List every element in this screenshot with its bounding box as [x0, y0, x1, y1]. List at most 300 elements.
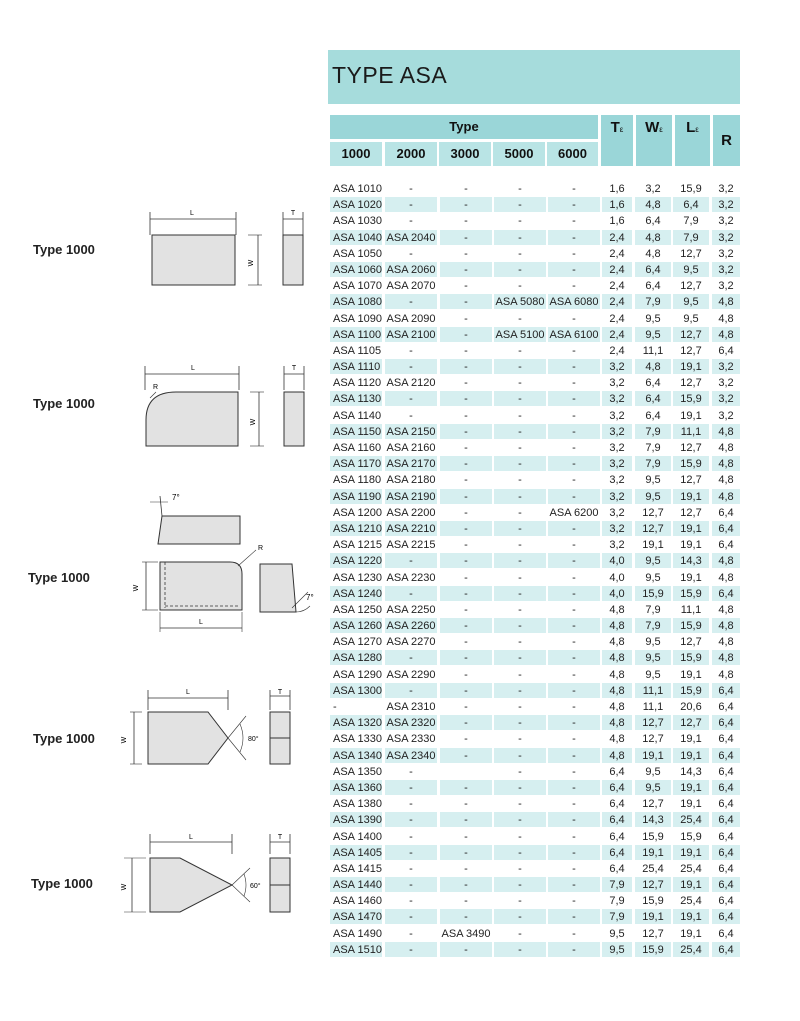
table-cell: ASA 1320	[333, 717, 382, 730]
table-cell: 7,9	[645, 458, 661, 471]
table-cell: 19,1	[680, 733, 702, 746]
table-cell: -	[518, 765, 522, 778]
table-cell: ASA 5080	[495, 296, 545, 309]
table-cell: 4,8	[718, 652, 734, 665]
table-cell: ASA 6100	[549, 328, 599, 341]
table-cell: ASA 1260	[333, 620, 382, 633]
table-cell: -	[518, 522, 522, 535]
table-cell: -	[518, 798, 522, 811]
table-row	[330, 683, 740, 699]
table-cell: -	[464, 393, 468, 406]
table-row	[330, 391, 740, 407]
table-cell: -	[464, 830, 468, 843]
table-cell: ASA 2170	[386, 458, 436, 471]
table-cell: -	[572, 409, 576, 422]
table-cell: ASA 2190	[386, 490, 436, 503]
table-cell: -	[464, 879, 468, 892]
table-cell: ASA 1090	[333, 312, 382, 325]
table-cell: 7,9	[645, 603, 661, 616]
table-cell: -	[464, 474, 468, 487]
table-cell: 4,8	[718, 425, 734, 438]
table-cell: 7,9	[683, 231, 699, 244]
table-cell: -	[409, 684, 413, 697]
dim-t-header: Tε	[601, 115, 633, 166]
drawing-3	[120, 488, 320, 638]
subtype-3000: 3000	[439, 142, 491, 166]
svg-text:7°: 7°	[172, 493, 180, 502]
table-cell: 15,9	[642, 943, 664, 956]
table-row	[330, 440, 740, 456]
table-cell: -	[464, 199, 468, 212]
table-cell: -	[518, 474, 522, 487]
table-cell: 12,7	[642, 506, 664, 519]
table-cell: ASA 2200	[386, 506, 436, 519]
table-cell: -	[464, 458, 468, 471]
table-cell: -	[572, 458, 576, 471]
table-row	[330, 570, 740, 586]
table-row	[330, 650, 740, 666]
dim-l-header: Lε	[675, 115, 710, 166]
table-cell: ASA 1210	[333, 522, 382, 535]
table-cell: -	[409, 830, 413, 843]
table-cell: 7,9	[645, 620, 661, 633]
subtype-2000: 2000	[385, 142, 437, 166]
table-cell: -	[464, 846, 468, 859]
table-cell: 7,9	[645, 442, 661, 454]
table-cell: 19,1	[642, 846, 664, 859]
drawing-label-2: Type 1000	[33, 396, 95, 411]
table-cell: -	[409, 183, 413, 195]
table-cell: 4,8	[718, 442, 734, 454]
table-cell: 3,2	[718, 393, 734, 406]
table-cell: -	[464, 425, 468, 438]
table-cell: -	[518, 911, 522, 924]
svg-text:T: T	[277, 834, 283, 841]
table-cell: -	[464, 344, 468, 357]
subtype-5000: 5000	[493, 142, 545, 166]
table-cell: -	[464, 328, 468, 341]
table-row	[330, 472, 740, 488]
table-cell: 4,8	[609, 652, 625, 665]
table-cell: -	[572, 846, 576, 859]
table-cell: 2,4	[609, 280, 625, 293]
table-cell: -	[518, 862, 522, 875]
table-cell: -	[572, 830, 576, 843]
table-cell: 7,9	[645, 425, 661, 438]
table-cell: -	[518, 361, 522, 374]
table-cell: -	[518, 539, 522, 552]
svg-text:T: T	[291, 365, 297, 372]
table-cell: -	[518, 571, 522, 584]
table-cell: ASA 1290	[333, 668, 382, 681]
drawing-2	[138, 360, 308, 455]
table-cell: ASA 1240	[333, 587, 382, 600]
table-cell: -	[409, 393, 413, 406]
table-cell: -	[464, 409, 468, 422]
table-cell: ASA 2340	[386, 749, 436, 762]
table-cell: -	[518, 312, 522, 325]
table-cell: 19,1	[642, 539, 664, 552]
table-cell: -	[572, 684, 576, 697]
table-cell: ASA 2090	[386, 312, 436, 325]
table-cell: -	[572, 652, 576, 665]
table-cell: ASA 2215	[386, 539, 436, 552]
table-row	[330, 294, 740, 310]
table-cell: 15,9	[680, 587, 702, 600]
table-cell: 11,1	[642, 684, 664, 697]
table-cell: 6,4	[718, 765, 734, 778]
table-cell: 2,4	[609, 296, 625, 309]
table-row	[330, 748, 740, 764]
table-cell: -	[572, 798, 576, 811]
table-cell: 2,4	[609, 312, 625, 325]
table-cell: -	[572, 587, 576, 600]
table-cell: ASA 1150	[333, 425, 382, 438]
table-cell: 2,4	[609, 328, 625, 341]
table-cell: -	[464, 798, 468, 811]
table-cell: -	[572, 442, 576, 454]
table-cell: -	[518, 587, 522, 600]
data-table	[330, 181, 740, 958]
table-cell: 25,4	[680, 814, 702, 827]
table-cell: 6,4	[718, 879, 734, 892]
table-cell: 6,4	[645, 409, 661, 422]
table-cell: -	[333, 701, 337, 713]
table-cell: 12,7	[680, 506, 702, 519]
table-cell: ASA 1170	[333, 458, 382, 471]
table-cell: -	[572, 765, 576, 778]
table-cell: ASA 1010	[333, 183, 382, 195]
table-cell: 3,2	[609, 458, 625, 471]
table-cell: -	[572, 377, 576, 390]
table-cell: -	[464, 442, 468, 454]
dim-r-header: R	[713, 115, 740, 166]
table-cell: 3,2	[609, 539, 625, 552]
table-cell: -	[518, 943, 522, 956]
table-row	[330, 926, 740, 942]
table-cell: -	[464, 814, 468, 827]
table-cell: 7,9	[609, 879, 625, 892]
table-cell: -	[518, 636, 522, 649]
table-cell: ASA 2180	[386, 474, 436, 487]
table-cell: ASA 6080	[549, 296, 599, 309]
table-cell: -	[464, 911, 468, 924]
table-cell: -	[464, 895, 468, 908]
table-row	[330, 424, 740, 440]
table-cell: 4,8	[609, 701, 625, 713]
table-row	[330, 909, 740, 925]
table-cell: 15,9	[680, 393, 702, 406]
table-cell: 19,1	[680, 539, 702, 552]
table-cell: 6,4	[609, 862, 625, 875]
table-cell: 6,4	[718, 749, 734, 762]
table-cell: ASA 1130	[333, 393, 382, 406]
table-cell: ASA 5100	[495, 328, 545, 341]
table-cell: 7,9	[609, 895, 625, 908]
table-cell: -	[464, 668, 468, 681]
svg-text:L: L	[191, 365, 195, 372]
dim-t: T	[290, 210, 296, 217]
table-cell: 4,8	[609, 684, 625, 697]
table-cell: -	[409, 199, 413, 212]
table-cell: -	[518, 814, 522, 827]
table-cell: 6,4	[718, 344, 734, 357]
table-cell: 12,7	[642, 522, 664, 535]
table-cell: -	[464, 717, 468, 730]
table-cell: -	[572, 733, 576, 746]
table-row	[330, 213, 740, 229]
table-cell: -	[464, 701, 468, 713]
table-cell: 2,4	[609, 344, 625, 357]
drawing-5	[120, 830, 300, 920]
table-cell: 4,8	[718, 620, 734, 633]
table-row	[330, 877, 740, 893]
table-cell: 25,4	[680, 895, 702, 908]
drawing-label-5: Type 1000	[31, 876, 93, 891]
subtype-6000: 6000	[547, 142, 598, 166]
table-cell: 6,4	[718, 830, 734, 843]
table-cell: 9,5	[645, 474, 661, 487]
table-cell: 3,2	[609, 361, 625, 374]
table-cell: -	[572, 636, 576, 649]
table-cell: -	[409, 798, 413, 811]
table-row	[330, 456, 740, 472]
table-cell: -	[518, 344, 522, 357]
table-cell: ASA 2100	[386, 328, 436, 341]
table-cell: -	[409, 652, 413, 665]
table-cell: 3,2	[609, 409, 625, 422]
table-cell: ASA 2160	[386, 442, 436, 454]
table-cell: -	[464, 490, 468, 503]
table-cell: 15,9	[642, 587, 664, 600]
drawing-4	[120, 686, 300, 776]
table-cell: -	[518, 409, 522, 422]
table-cell: -	[464, 652, 468, 665]
table-cell: 6,4	[718, 895, 734, 908]
table-cell: 4,8	[718, 296, 734, 309]
table-cell: 3,2	[718, 183, 734, 195]
table-cell: -	[518, 830, 522, 843]
table-cell: -	[409, 296, 413, 309]
table-cell: 19,1	[680, 522, 702, 535]
table-cell: 9,5	[645, 668, 661, 681]
table-cell: -	[409, 911, 413, 924]
table-cell: -	[518, 183, 522, 195]
table-cell: 11,1	[680, 425, 702, 438]
table-cell: -	[572, 312, 576, 325]
table-cell: -	[572, 280, 576, 293]
table-cell: 6,4	[645, 377, 661, 390]
table-cell: ASA 1350	[333, 765, 382, 778]
table-cell: -	[518, 701, 522, 713]
table-cell: -	[518, 263, 522, 276]
table-cell: 12,7	[680, 717, 702, 730]
table-cell: -	[572, 814, 576, 827]
table-cell: 15,9	[642, 895, 664, 908]
table-cell: 6,4	[718, 798, 734, 811]
table-row	[330, 278, 740, 294]
dim-w-header: Wε	[636, 115, 672, 166]
table-cell: ASA 1415	[333, 862, 382, 875]
table-cell: ASA 1080	[333, 296, 382, 309]
table-cell: ASA 6200	[549, 506, 599, 519]
table-cell: ASA 2150	[386, 425, 436, 438]
table-cell: 6,4	[645, 280, 661, 293]
table-cell: -	[572, 749, 576, 762]
table-cell: 11,1	[642, 344, 664, 357]
table-cell: ASA 1440	[333, 879, 382, 892]
table-cell	[440, 764, 492, 779]
table-cell: ASA 1215	[333, 539, 382, 552]
table-cell: 19,1	[680, 668, 702, 681]
table-cell: 9,5	[609, 943, 625, 956]
table-cell: 4,8	[609, 603, 625, 616]
table-cell: 6,4	[718, 684, 734, 697]
table-row	[330, 796, 740, 812]
table-row	[330, 812, 740, 828]
svg-text:W: W	[121, 736, 128, 744]
svg-text:7°: 7°	[306, 593, 314, 602]
table-cell: 15,9	[680, 652, 702, 665]
table-row	[330, 586, 740, 602]
table-cell: -	[572, 571, 576, 584]
table-cell: -	[518, 603, 522, 616]
table-cell: 4,8	[609, 733, 625, 746]
table-cell: -	[518, 668, 522, 681]
table-cell: 25,4	[680, 862, 702, 875]
table-cell: 6,4	[645, 393, 661, 406]
table-row	[330, 537, 740, 553]
table-cell: -	[572, 603, 576, 616]
table-cell: -	[518, 442, 522, 454]
table-cell: -	[572, 781, 576, 794]
table-cell: -	[518, 247, 522, 260]
table-cell: -	[464, 539, 468, 552]
table-cell: 9,5	[683, 296, 699, 309]
table-cell: 12,7	[680, 328, 702, 341]
table-cell: ASA 1050	[333, 247, 382, 260]
table-cell: -	[518, 506, 522, 519]
table-cell: -	[464, 749, 468, 762]
table-cell: 25,4	[642, 862, 664, 875]
table-cell: 3,2	[718, 280, 734, 293]
table-cell: ASA 1250	[333, 603, 382, 616]
dim-l: L	[190, 210, 194, 217]
table-cell: ASA 2320	[386, 717, 436, 730]
table-cell: 19,1	[642, 911, 664, 924]
table-cell: 19,1	[680, 846, 702, 859]
table-cell: -	[464, 231, 468, 244]
table-cell: ASA 1280	[333, 652, 382, 665]
table-cell: -	[572, 361, 576, 374]
table-cell: -	[572, 911, 576, 924]
table-row	[330, 197, 740, 213]
table-cell: -	[518, 749, 522, 762]
table-cell: 6,4	[718, 814, 734, 827]
table-cell: -	[464, 603, 468, 616]
table-cell: ASA 2060	[386, 263, 436, 276]
table-cell: -	[409, 879, 413, 892]
table-cell: ASA 3490	[441, 927, 491, 940]
table-cell: ASA 1400	[333, 830, 382, 843]
table-cell: 3,2	[609, 442, 625, 454]
table-cell: ASA 1100	[333, 328, 382, 341]
table-cell: -	[518, 927, 522, 940]
table-cell: -	[409, 344, 413, 357]
table-cell: 19,1	[680, 490, 702, 503]
table-cell: 6,4	[609, 798, 625, 811]
table-cell: 6,4	[718, 539, 734, 552]
table-cell: 6,4	[683, 199, 699, 212]
subtype-1000: 1000	[330, 142, 382, 166]
table-cell: 3,2	[609, 393, 625, 406]
table-cell: 3,2	[718, 215, 734, 228]
table-cell: -	[409, 927, 413, 940]
table-cell: 7,9	[609, 911, 625, 924]
table-row	[330, 861, 740, 877]
table-cell: 7,9	[645, 296, 661, 309]
table-cell: 4,8	[718, 603, 734, 616]
table-row	[330, 246, 740, 262]
table-cell: -	[518, 555, 522, 568]
table-cell: 3,2	[718, 199, 734, 212]
table-cell: -	[464, 571, 468, 584]
table-cell: ASA 1460	[333, 895, 382, 908]
table-cell: 3,2	[645, 183, 661, 195]
table-cell: 3,2	[718, 377, 734, 390]
table-cell: 9,5	[645, 652, 661, 665]
table-row	[330, 780, 740, 796]
table-cell: -	[518, 895, 522, 908]
table-cell: -	[464, 296, 468, 309]
table-cell: -	[409, 862, 413, 875]
table-row	[330, 521, 740, 537]
table-cell: ASA 1405	[333, 846, 382, 859]
table-cell: 20,6	[680, 701, 702, 713]
table-row	[330, 764, 740, 780]
table-cell: 4,8	[718, 474, 734, 487]
table-cell: 6,4	[718, 587, 734, 600]
table-cell: ASA 2120	[386, 377, 436, 390]
table-cell: ASA 1140	[333, 409, 382, 422]
table-cell: -	[572, 344, 576, 357]
table-cell: 1,6	[609, 199, 625, 212]
table-cell: 6,4	[645, 263, 661, 276]
table-cell: 6,4	[718, 911, 734, 924]
table-cell: 19,1	[680, 911, 702, 924]
table-cell: 6,4	[718, 506, 734, 519]
table-cell: ASA 1510	[333, 943, 382, 956]
table-cell: 12,7	[680, 377, 702, 390]
table-cell: 4,8	[645, 361, 661, 374]
table-cell: -	[518, 879, 522, 892]
table-cell: 3,2	[609, 506, 625, 519]
table-cell: -	[518, 393, 522, 406]
table-cell: -	[464, 587, 468, 600]
table-cell: 9,5	[645, 571, 661, 584]
table-cell: -	[464, 684, 468, 697]
svg-text:60°: 60°	[250, 883, 261, 890]
table-cell: -	[518, 377, 522, 390]
table-cell: 3,2	[609, 425, 625, 438]
table-row	[330, 327, 740, 343]
table-cell: ASA 2250	[386, 603, 436, 616]
table-cell: 4,8	[718, 636, 734, 649]
table-cell: 4,8	[609, 636, 625, 649]
table-row	[330, 618, 740, 634]
drawing-label-3: Type 1000	[28, 570, 90, 585]
table-cell: ASA 1470	[333, 911, 382, 924]
